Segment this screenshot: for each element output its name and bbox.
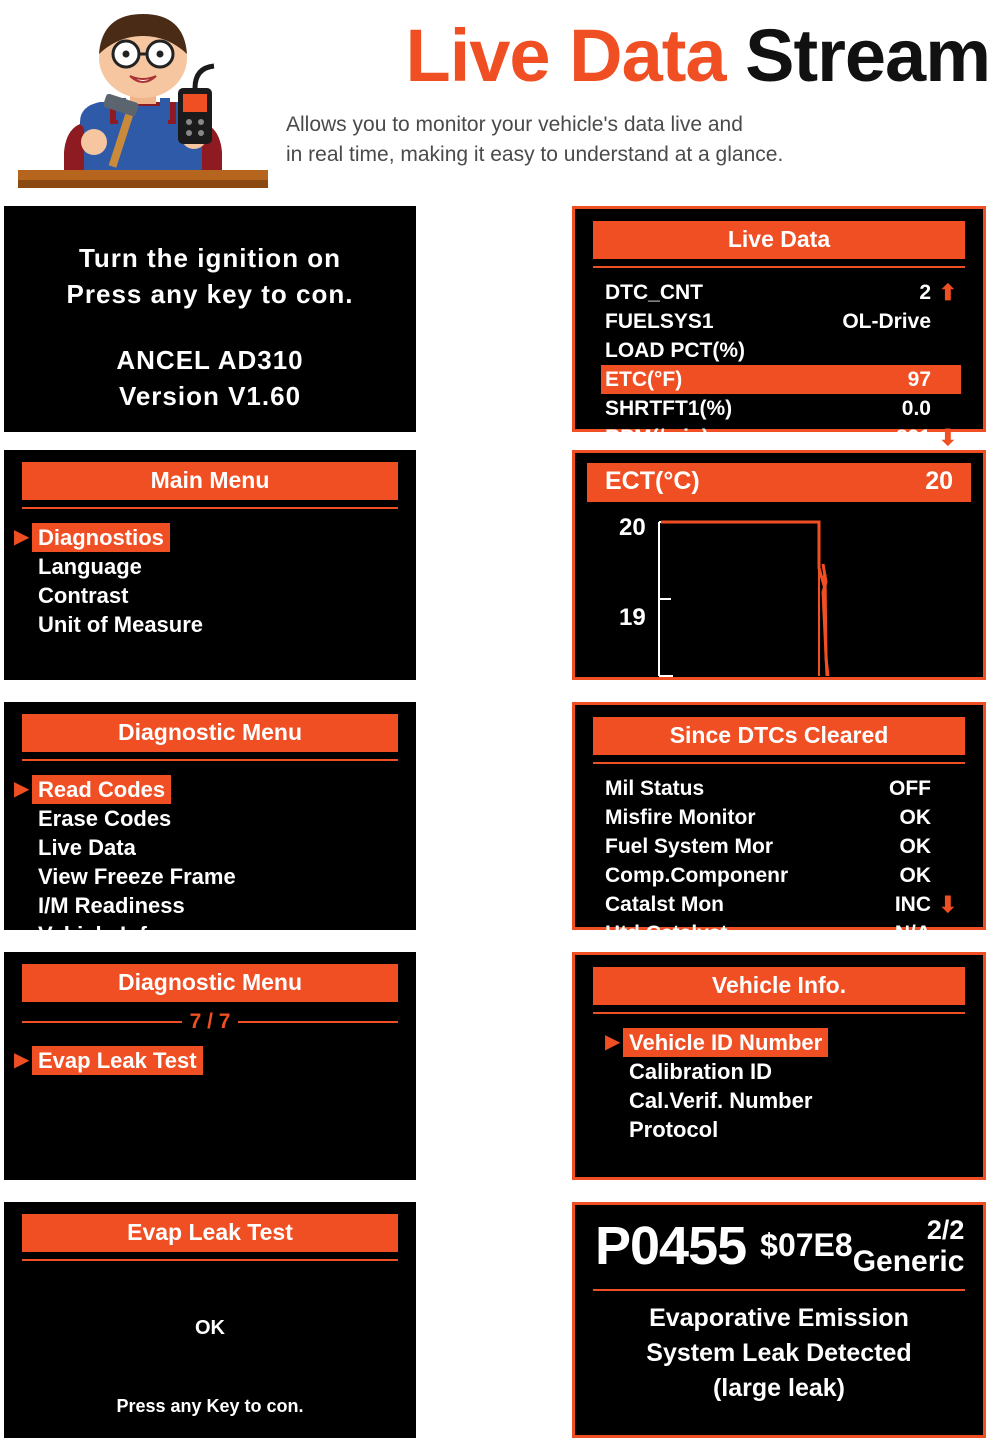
main-menu-list — [14, 523, 416, 639]
screen-main-menu — [4, 450, 416, 680]
selection-caret-icon: ▶ — [14, 1049, 30, 1071]
boot-line-1: Turn the ignition on — [78, 243, 342, 273]
monitor-row — [601, 832, 961, 861]
monitor-name: Fuel System Mor — [605, 835, 774, 858]
dtc-description — [575, 1301, 983, 1406]
boot-device-name: ANCEL AD310 — [116, 345, 304, 375]
menu-item-evap-leak-test[interactable] — [14, 1046, 416, 1075]
boot-line-2: Press any key to con. — [66, 279, 354, 309]
graph-header — [587, 463, 971, 502]
live-data-list — [601, 278, 961, 452]
live-data-row[interactable] — [601, 394, 961, 423]
monitor-name: Misfire Monitor — [605, 806, 756, 829]
live-data-row[interactable] — [601, 423, 961, 452]
diagnostic-menu-page-title: Diagnostic Menu — [22, 964, 398, 1002]
menu-item-vehicle-info[interactable] — [32, 920, 416, 949]
menu-item-live-data[interactable] — [32, 833, 416, 862]
pid-value: 891 — [895, 426, 931, 449]
menu-item-label: Contrast — [38, 583, 129, 608]
monitor-row — [601, 890, 961, 919]
mascot-technician-icon — [18, 2, 268, 198]
menu-item-language[interactable] — [32, 552, 416, 581]
menu-item-calibration-id[interactable] — [623, 1057, 983, 1086]
monitor-row — [601, 919, 961, 948]
dtc-meta — [853, 1215, 965, 1279]
menu-item-label: Calibration ID — [629, 1059, 773, 1084]
scroll-up-arrow-icon: ⬆ — [938, 280, 957, 305]
boot-version: Version V1.60 — [118, 381, 302, 411]
menu-item-label: View Freeze Frame — [38, 864, 236, 889]
divider — [22, 1021, 182, 1023]
evap-leak-test-title: Evap Leak Test — [22, 1214, 398, 1252]
monitor-row — [601, 861, 961, 890]
menu-item-label: Live Data — [38, 835, 136, 860]
y-axis-tick-bottom: 19 — [619, 604, 646, 631]
graph-plot-area — [587, 508, 971, 690]
page-subtitle — [278, 110, 990, 170]
menu-item-cal-verif-number[interactable] — [623, 1086, 983, 1115]
pid-value: 97 — [907, 368, 931, 391]
pid-name: FUELSYS1 — [605, 310, 714, 333]
screen-vehicle-info — [572, 952, 986, 1180]
diagnostic-menu-list — [14, 775, 416, 949]
menu-item-label: Erase Codes — [38, 806, 172, 831]
menu-item-label: Unit of Measure — [38, 612, 204, 637]
vehicle-info-title: Vehicle Info. — [593, 967, 965, 1005]
page-title — [278, 16, 990, 96]
screen-diagnostic-menu-page — [4, 952, 416, 1180]
main-menu-title: Main Menu — [22, 462, 398, 500]
menu-item-contrast[interactable] — [32, 581, 416, 610]
menu-item-read-codes[interactable] — [14, 775, 416, 804]
menu-item-label: Language — [38, 554, 142, 579]
since-dtcs-cleared-title: Since DTCs Cleared — [593, 717, 965, 755]
divider — [593, 266, 965, 268]
selection-caret-icon: ▶ — [14, 778, 30, 800]
scroll-down-arrow-icon: ⬇ — [938, 425, 957, 450]
monitor-name: Catalst Mon — [605, 893, 725, 916]
dtc-page-indicator: 2/2 — [926, 1215, 965, 1245]
pid-value: 2 — [919, 281, 931, 304]
divider — [22, 1259, 398, 1261]
dtc-description-line-2: System Leak Detected — [646, 1339, 912, 1367]
readiness-monitor-list — [601, 774, 961, 948]
subtitle-line-2: in real time, making it easy to understand at a glance. — [286, 143, 784, 166]
menu-item-label: Protocol — [629, 1117, 719, 1142]
live-data-row[interactable] — [601, 307, 961, 336]
graph-current-value: 20 — [925, 467, 953, 495]
screen-live-data — [572, 206, 986, 450]
pid-name: DTC_CNT — [605, 281, 703, 304]
pid-name: SHRTFT1(%) — [605, 397, 733, 420]
menu-item-diagnostics[interactable] — [14, 523, 416, 552]
page-header — [0, 0, 1000, 200]
monitor-row — [601, 803, 961, 832]
monitor-name: Comp.Componenr — [605, 864, 789, 887]
selection-caret-icon: ▶ — [14, 526, 30, 548]
monitor-status: OK — [899, 835, 931, 858]
diagnostic-menu-title: Diagnostic Menu — [22, 714, 398, 752]
screen-since-dtcs-cleared — [572, 702, 986, 945]
monitor-status: INC — [894, 893, 931, 916]
menu-item-erase-codes[interactable] — [32, 804, 416, 833]
monitor-row — [601, 774, 961, 803]
monitor-name: Mil Status — [605, 777, 705, 800]
dtc-module-id: $07E8 — [760, 1227, 853, 1263]
monitor-status: OFF — [889, 777, 931, 800]
screen-evap-leak-test — [4, 1202, 416, 1438]
menu-item-unit-of-measure[interactable] — [32, 610, 416, 639]
monitor-status: OK — [899, 806, 931, 829]
screen-dtc-detail — [572, 1202, 986, 1438]
monitor-name: Htd Catalyst — [605, 922, 728, 945]
evap-leak-test-result: OK — [195, 1317, 225, 1339]
dtc-header — [575, 1205, 983, 1279]
screen-diagnostic-menu — [4, 702, 416, 947]
menu-item-view-freeze-frame[interactable] — [32, 862, 416, 891]
live-data-row[interactable] — [601, 336, 961, 365]
divider — [238, 1021, 398, 1023]
pid-value: OL-Drive — [842, 310, 931, 333]
graph-title: ECT(°C) — [605, 467, 700, 495]
menu-item-label: Cal.Verif. Number — [629, 1088, 813, 1113]
vehicle-info-list — [605, 1028, 983, 1144]
diagnostic-menu-page-list — [14, 1046, 416, 1075]
screen-boot — [4, 206, 416, 432]
scroll-down-arrow-icon: ⬇ — [938, 892, 957, 917]
menu-item-label: I/M Readiness — [38, 893, 185, 918]
divider — [593, 1012, 965, 1014]
dtc-description-line-1: Evaporative Emission — [649, 1304, 909, 1332]
dtc-description-line-3: (large leak) — [712, 1374, 845, 1402]
menu-item-label: Vehicle Info. — [38, 922, 167, 947]
menu-item-label: Diagnostios — [32, 523, 170, 552]
dtc-type: Generic — [852, 1245, 965, 1278]
menu-item-label: Read Codes — [32, 775, 171, 804]
dtc-code: P0455 — [595, 1216, 747, 1276]
y-axis-tick-top: 20 — [619, 514, 646, 541]
pid-name: LOAD PCT(%) — [605, 339, 745, 362]
divider — [593, 1289, 965, 1291]
monitor-status: OK — [899, 864, 931, 887]
divider — [22, 507, 398, 509]
pid-name: RPM(/min) — [605, 426, 709, 449]
menu-item-protocol[interactable] — [623, 1115, 983, 1144]
live-data-row-selected[interactable] — [601, 365, 961, 394]
live-data-title: Live Data — [593, 221, 965, 259]
pid-value: 0.0 — [901, 397, 931, 420]
screen-ect-graph — [572, 450, 986, 680]
evap-leak-test-footer: Press any Key to con. — [116, 1396, 304, 1416]
subtitle-line-1: Allows you to monitor your vehicle's data live and — [286, 113, 743, 136]
selection-caret-icon: ▶ — [605, 1031, 621, 1053]
divider — [593, 762, 965, 764]
menu-item-vehicle-id-number[interactable] — [605, 1028, 983, 1057]
monitor-status: N/A — [894, 922, 931, 945]
page-title-accent: Live Data — [405, 14, 746, 97]
divider — [22, 759, 398, 761]
page-title-plain: Stream — [745, 14, 990, 97]
pid-name: ETC(°F) — [605, 368, 683, 391]
live-data-row[interactable] — [601, 278, 961, 307]
menu-item-label: Evap Leak Test — [32, 1046, 203, 1075]
menu-item-im-readiness[interactable] — [32, 891, 416, 920]
page-indicator: 7 / 7 — [189, 1010, 231, 1033]
menu-item-label: Vehicle ID Number — [623, 1028, 828, 1057]
